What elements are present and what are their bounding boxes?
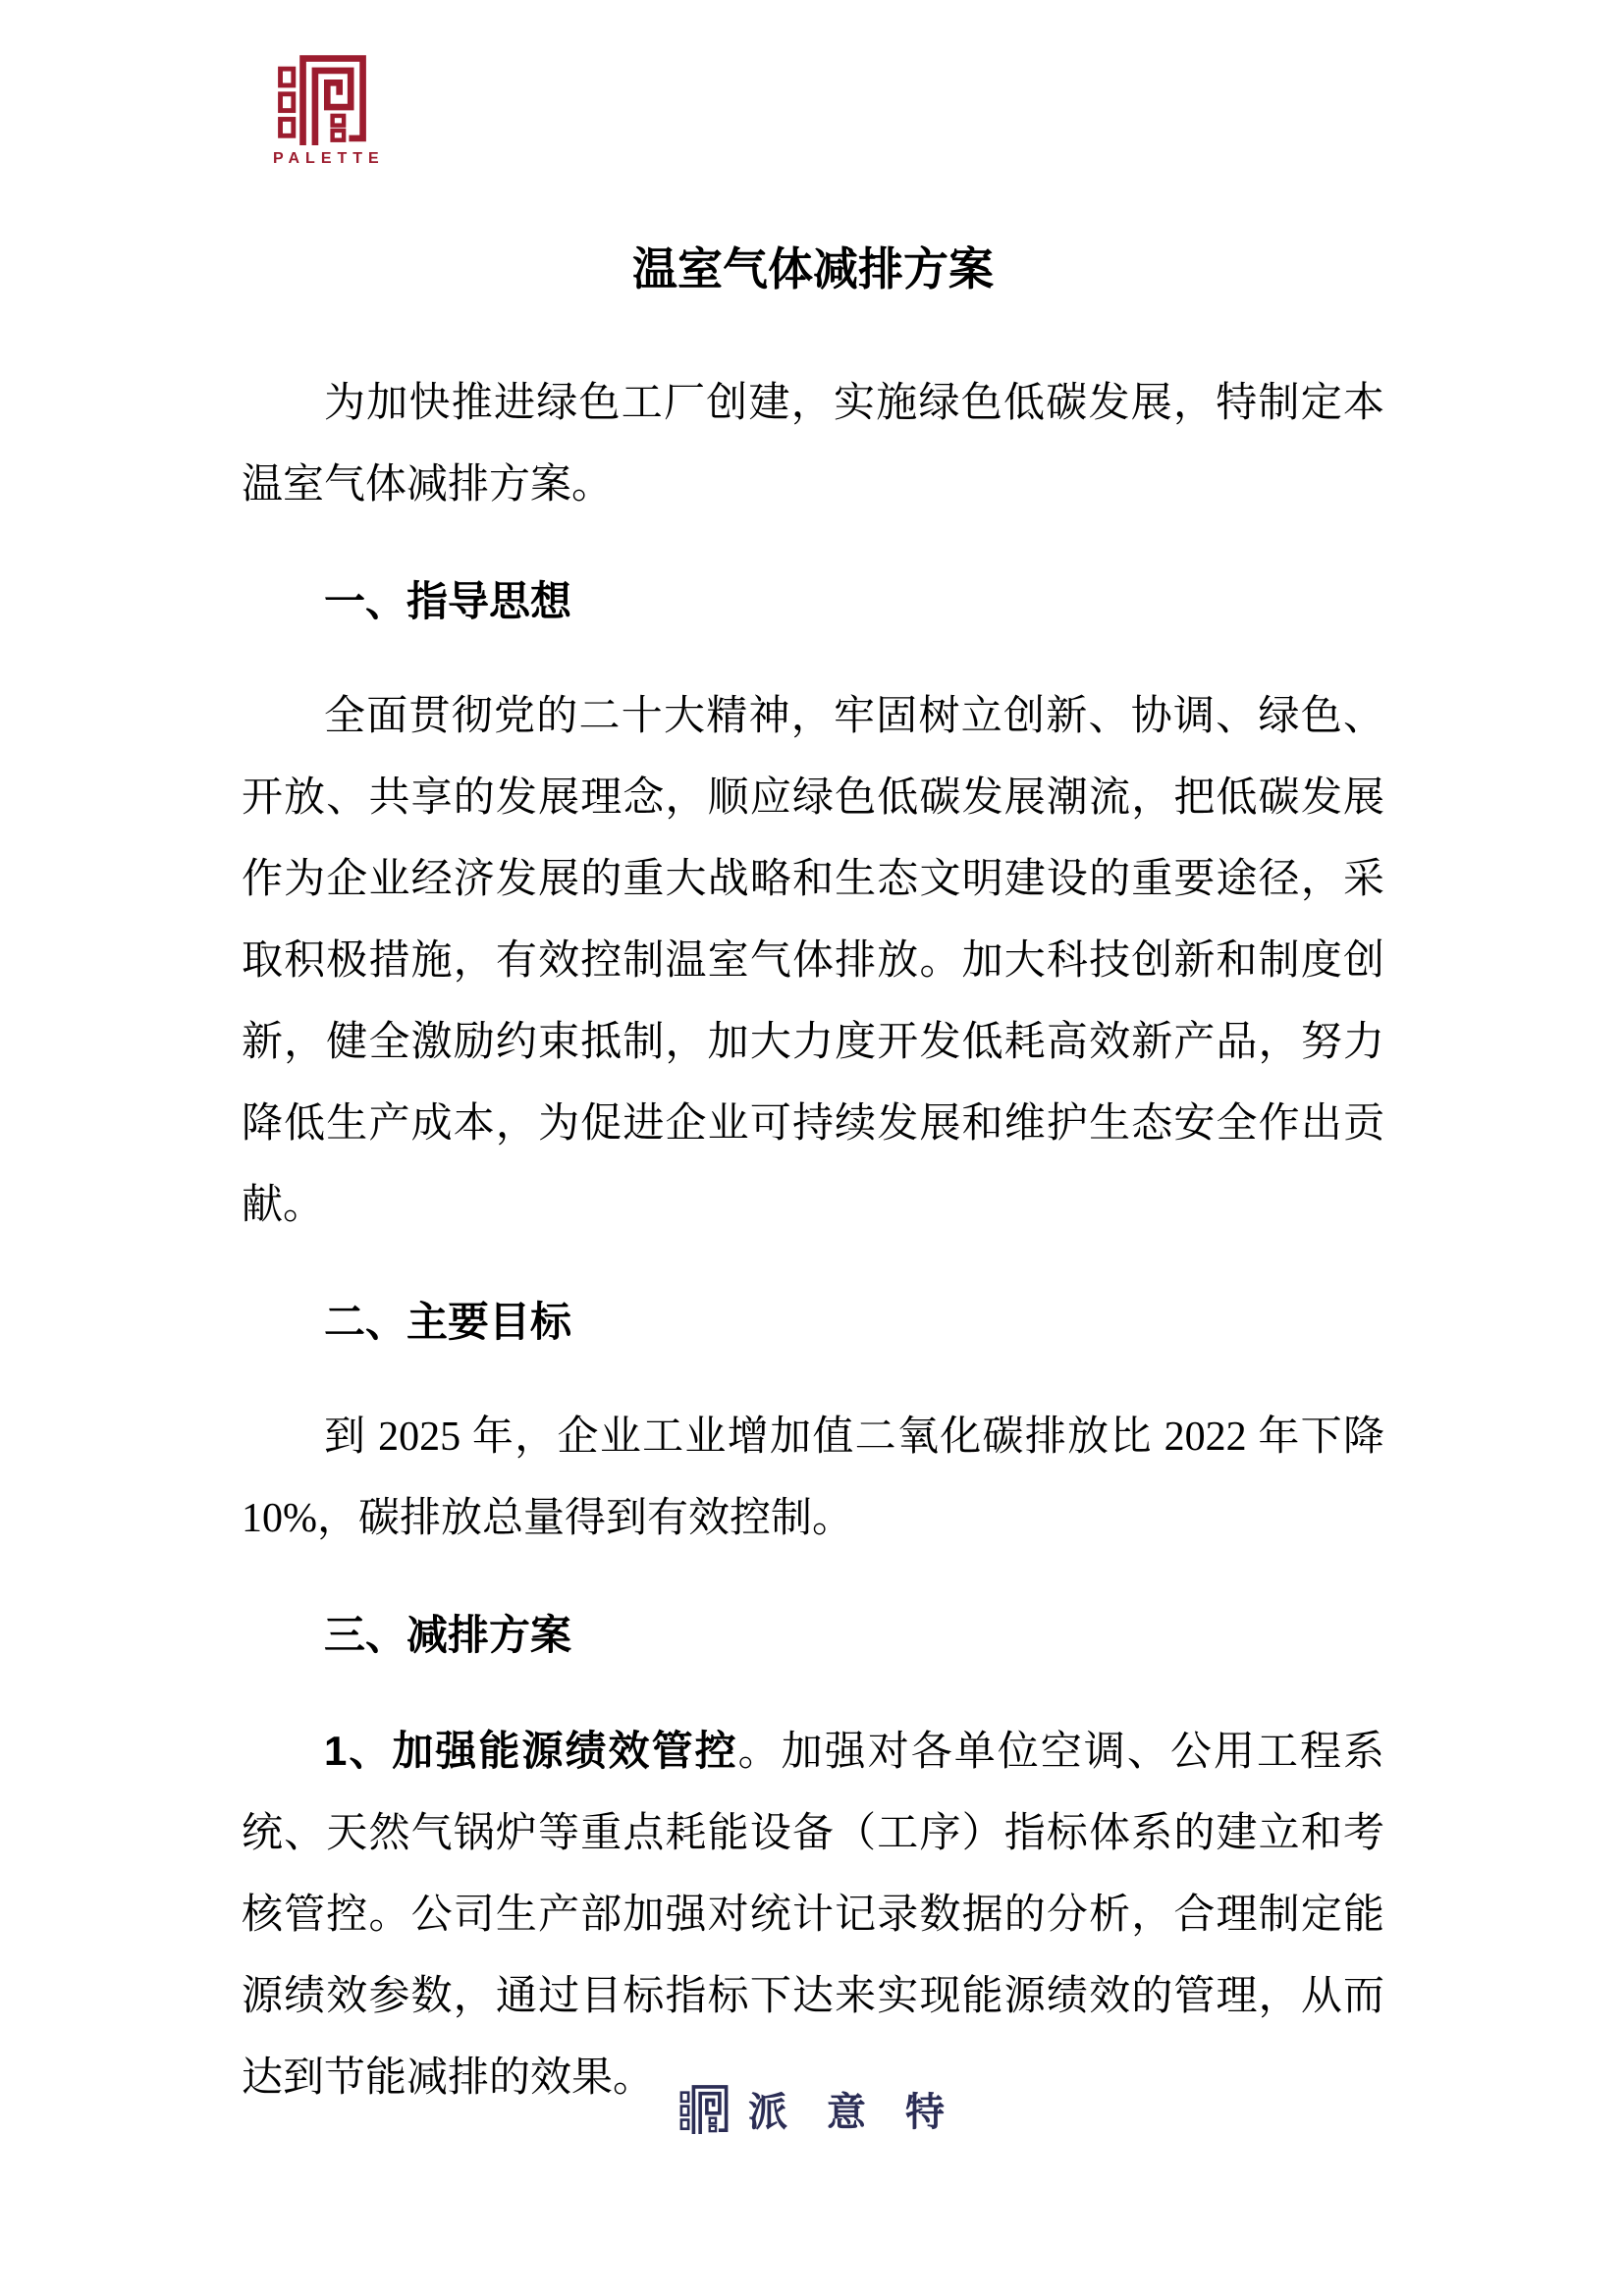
palette-maze-icon [271,55,373,145]
section3-item1-body: 。加强对各单位空调、公用工程系统、天然气锅炉等重点耗能设备（工序）指标体系的建立和考核管控。公司生产部加强对统计记录数据的分析，合理制定能源绩效参数，通过目标指标下达来实现能源绩效的管理，从而达到节能减排的效果。 [242,1730,1384,2101]
section2-heading: 二、主要目标 [324,1299,572,1345]
section3-item1-paragraph [242,1710,1384,2119]
document-title: 温室气体减排方案 [632,244,994,294]
section1-paragraph: 全面贯彻党的二十大精神，牢固树立创新、协调、绿色、开放、共享的发展理念，顺应绿色低碳发展潮流，把低碳发展作为企业经济发展的重大战略和生态文明建设的重要途径，采取积极措施，有效控制温室气体排放。加大科技创新和制度创新，健全激励约束抵制，加大力度开发低耗高效新产品，努力降低生产成本，为促进企业可持续发展和维护生态安全作出贡献。 [242,694,1384,1228]
intro-paragraph: 为加快推进绿色工厂创建，实施绿色低碳发展，特制定本温室气体减排方案。 [242,381,1384,507]
paiyite-maze-icon [679,2085,729,2134]
document-content [242,226,1384,2154]
section2-paragraph: 到 2025 年，企业工业增加值二氧化碳排放比 2022 年下降 10%，碳排放总量得到有效控制。 [242,1415,1384,1541]
paiyite-footer-logo [0,2081,1624,2137]
section3-heading: 三、减排方案 [324,1612,572,1658]
section3-item1-lead: 1、加强能源绩效管控 [324,1728,738,1774]
paiyite-wordmark: 派意特 [748,2091,984,2134]
section1-heading: 一、指导思想 [324,578,572,624]
palette-wordmark: PALETTE [273,150,385,167]
palette-logo [267,55,385,168]
